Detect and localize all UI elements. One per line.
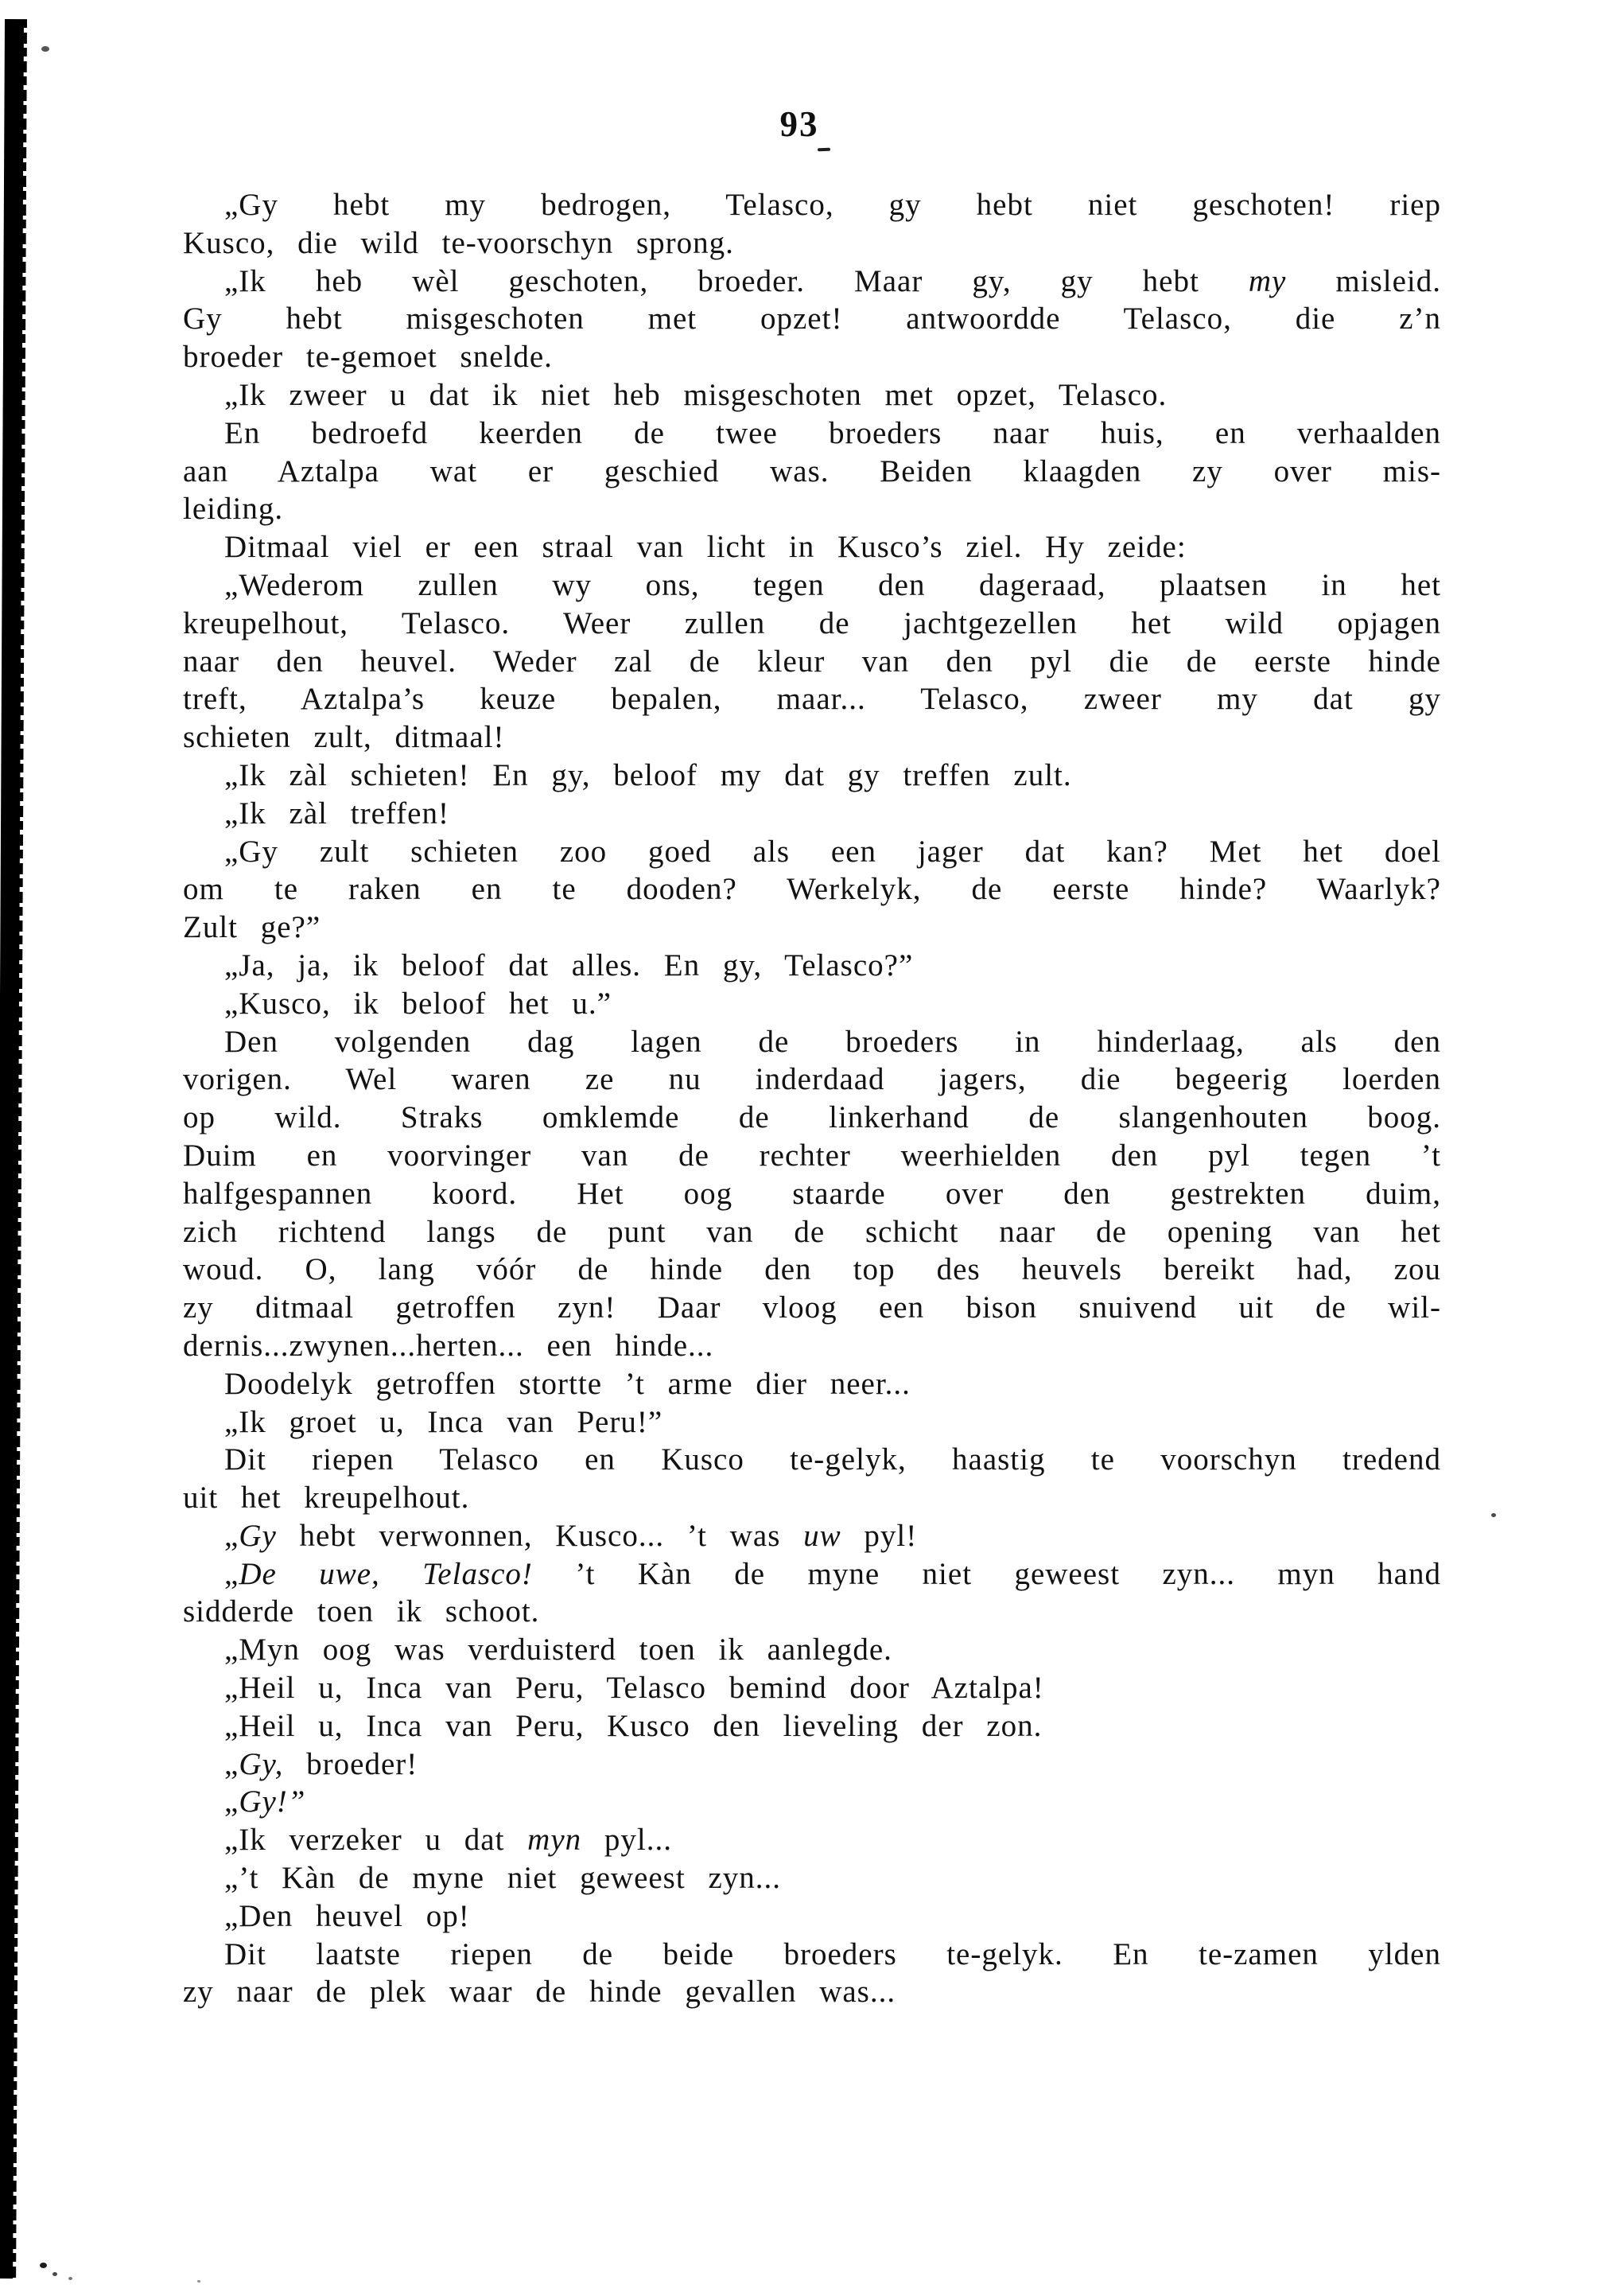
- text-segment: „: [224, 1518, 239, 1553]
- text-line: [183, 870, 1441, 909]
- text-line: [183, 909, 1441, 947]
- italic-text-segment: Gy!”: [239, 1784, 306, 1819]
- text-line: [183, 1099, 1441, 1137]
- text-line: [183, 1593, 1441, 1631]
- ink-speck: [197, 2280, 200, 2282]
- text-line: [183, 300, 1441, 338]
- text-line: [183, 1517, 1441, 1555]
- text-segment: zich richtend langs de punt van de schicht naar de opening van het: [183, 1214, 1441, 1249]
- text-segment: vorigen. Wel waren ze nu inderdaad jagers, die begeerig loerden: [183, 1062, 1441, 1097]
- text-line: [183, 1175, 1441, 1213]
- text-segment: zy ditmaal getroffen zyn! Daar vloog een bison snuivend uit de wil-: [183, 1290, 1441, 1325]
- text-segment: uit het kreupelhout.: [183, 1481, 470, 1516]
- ink-speck: [1491, 1513, 1496, 1517]
- italic-text-segment: myn: [527, 1823, 582, 1858]
- text-segment: Dit riepen Telasco en Kusco te-gelyk, haastig te voorschyn tredend: [224, 1442, 1441, 1477]
- text-line: [183, 1745, 1441, 1784]
- text-segment: pyl!: [841, 1518, 918, 1553]
- page-number: 93: [779, 104, 819, 144]
- text-line: [183, 643, 1441, 681]
- text-line: [183, 1137, 1441, 1175]
- text-segment: „Ik heb wèl geschoten, broeder. Maar gy, gy hebt: [224, 263, 1249, 298]
- text-line: [183, 338, 1441, 376]
- text-line: [183, 1973, 1441, 2011]
- text-segment: „: [224, 1556, 239, 1591]
- text-segment: Doodelyk getroffen stortte ’t arme dier neer...: [224, 1366, 911, 1401]
- text-segment: Den volgenden dag lagen de broeders in hinderlaag, als den: [224, 1024, 1441, 1059]
- text-line: [183, 224, 1441, 263]
- text-line: [183, 186, 1441, 224]
- text-line: [183, 1403, 1441, 1442]
- text-segment: Ditmaal viel er een straal van licht in Kusco’s ziel. Hy zeide:: [224, 530, 1187, 565]
- text-line: [183, 795, 1441, 833]
- ink-speck: [40, 2263, 47, 2268]
- text-segment: leiding.: [183, 492, 284, 527]
- text-line: [183, 605, 1441, 643]
- text-line: [183, 718, 1441, 757]
- text-line: [183, 528, 1441, 566]
- italic-text-segment: Gy: [239, 1518, 277, 1553]
- text-line: [183, 1859, 1441, 1897]
- scan-gutter-shadow-bar: [0, 19, 24, 2278]
- text-segment: kreupelhout, Telasco. Weer zullen de jachtgezellen het wild opjagen: [183, 605, 1441, 640]
- text-segment: „’t Kàn de myne niet geweest zyn...: [224, 1861, 782, 1896]
- text-segment: Dit laatste riepen de beide broeders te-gelyk. En te-zamen ylden: [224, 1936, 1441, 1971]
- text-segment: ’t Kàn de myne niet geweest zyn... myn hand: [532, 1556, 1441, 1591]
- ink-speck: [52, 2272, 57, 2276]
- text-segment: broeder te-gemoet snelde.: [183, 340, 553, 375]
- text-segment: „Den heuvel op!: [224, 1898, 470, 1933]
- text-segment: halfgespannen koord. Het oog staarde over den gestrekten duim,: [183, 1176, 1441, 1211]
- text-segment: Zult ge?”: [183, 910, 321, 945]
- text-segment: hebt verwonnen, Kusco... ’t was: [276, 1518, 804, 1553]
- text-segment: pyl...: [581, 1823, 672, 1858]
- text-line: [183, 566, 1441, 605]
- text-line: [183, 1897, 1441, 1936]
- ink-speck: [68, 2277, 72, 2280]
- text-line: [183, 453, 1441, 491]
- text-segment: „Ik groet u, Inca van Peru!”: [224, 1404, 663, 1439]
- text-line: [183, 1251, 1441, 1289]
- text-line: [183, 1631, 1441, 1669]
- text-line: [183, 1555, 1441, 1594]
- text-line: [183, 1821, 1441, 1859]
- text-line: [183, 1441, 1441, 1479]
- text-line: [183, 1707, 1441, 1745]
- italic-text-segment: uw: [803, 1518, 841, 1553]
- text-segment: „Gy hebt my bedrogen, Telasco, gy hebt niet geschoten! riep: [224, 188, 1441, 222]
- ink-speck: [41, 46, 49, 52]
- italic-text-segment: De uwe, Telasco!: [239, 1556, 533, 1591]
- text-line: [183, 1289, 1441, 1327]
- text-line: [183, 1669, 1441, 1707]
- text-segment: broeder!: [283, 1746, 418, 1781]
- text-segment: „Ik zàl schieten! En gy, beloof my dat gy treffen zult.: [224, 757, 1072, 792]
- italic-text-segment: my: [1248, 263, 1287, 298]
- text-segment: „Wederom zullen wy ons, tegen den dageraad, plaatsen in het: [224, 567, 1441, 602]
- text-line: [183, 833, 1441, 871]
- text-block: [183, 186, 1441, 2011]
- text-segment: „Ik verzeker u dat: [224, 1823, 528, 1858]
- text-segment: „Ik zàl treffen!: [224, 796, 449, 831]
- text-segment: op wild. Straks omklemde de linkerhand de slangenhouten boog.: [183, 1100, 1441, 1135]
- italic-text-segment: Gy,: [239, 1746, 284, 1781]
- text-segment: „Ja, ja, ik beloof dat alles. En gy, Telasco?”: [224, 948, 914, 983]
- text-segment: „Heil u, Inca van Peru, Kusco den lieveling der zon.: [224, 1708, 1043, 1743]
- text-segment: dernis...zwynen...herten... een hinde...: [183, 1328, 714, 1363]
- text-segment: zy naar de plek waar de hinde gevallen was...: [183, 1975, 896, 2010]
- text-line: [183, 757, 1441, 795]
- text-segment: naar den heuvel. Weder zal de kleur van den pyl die de eerste hinde: [183, 644, 1441, 679]
- text-line: [183, 1213, 1441, 1251]
- text-line: [183, 1783, 1441, 1821]
- text-segment: „Ik zweer u dat ik niet heb misgeschoten met opzet, Telasco.: [224, 377, 1168, 412]
- text-segment: „: [224, 1746, 239, 1781]
- text-line: [183, 1327, 1441, 1365]
- text-segment: „Myn oog was verduisterd toen ik aanlegde.: [224, 1632, 892, 1668]
- text-segment: sidderde toen ik schoot.: [183, 1594, 540, 1629]
- text-segment: Gy hebt misgeschoten met opzet! antwoordde Telasco, die z’n: [183, 302, 1441, 337]
- text-line: [183, 1479, 1441, 1517]
- text-line: [183, 985, 1441, 1023]
- text-line: [183, 376, 1441, 414]
- text-segment: En bedroefd keerden de twee broeders naar huis, en verhaalden: [224, 415, 1441, 450]
- text-segment: Kusco, die wild te-voorschyn sprong.: [183, 225, 734, 260]
- text-segment: Duim en voorvinger van de rechter weerhielden den pyl tegen ’t: [183, 1138, 1441, 1173]
- ink-speck: [818, 148, 830, 152]
- text-segment: „Heil u, Inca van Peru, Telasco bemind door Aztalpa!: [224, 1671, 1044, 1706]
- text-segment: misleid.: [1286, 263, 1441, 298]
- text-line: [183, 414, 1441, 453]
- text-line: [183, 947, 1441, 985]
- text-line: [183, 1365, 1441, 1403]
- text-segment: „Kusco, ik beloof het u.”: [224, 986, 612, 1021]
- text-line: [183, 680, 1441, 718]
- text-line: [183, 1936, 1441, 1974]
- text-line: [183, 490, 1441, 528]
- text-segment: schieten zult, ditmaal!: [183, 720, 505, 755]
- text-segment: om te raken en te dooden? Werkelyk, de eerste hinde? Waarlyk?: [183, 872, 1441, 907]
- text-line: [183, 1023, 1441, 1061]
- text-segment: „Gy zult schieten zoo goed als een jager dat kan? Met het doel: [224, 834, 1441, 869]
- text-segment: woud. O, lang vóór de hinde den top des heuvels bereikt had, zou: [183, 1252, 1441, 1287]
- text-line: [183, 1060, 1441, 1099]
- text-segment: treft, Aztalpa’s keuze bepalen, maar... Telasco, zweer my dat gy: [183, 682, 1441, 717]
- text-segment: „: [224, 1784, 239, 1819]
- text-line: [183, 263, 1441, 301]
- text-segment: aan Aztalpa wat er geschied was. Beiden klaagden zy over mis-: [183, 453, 1441, 488]
